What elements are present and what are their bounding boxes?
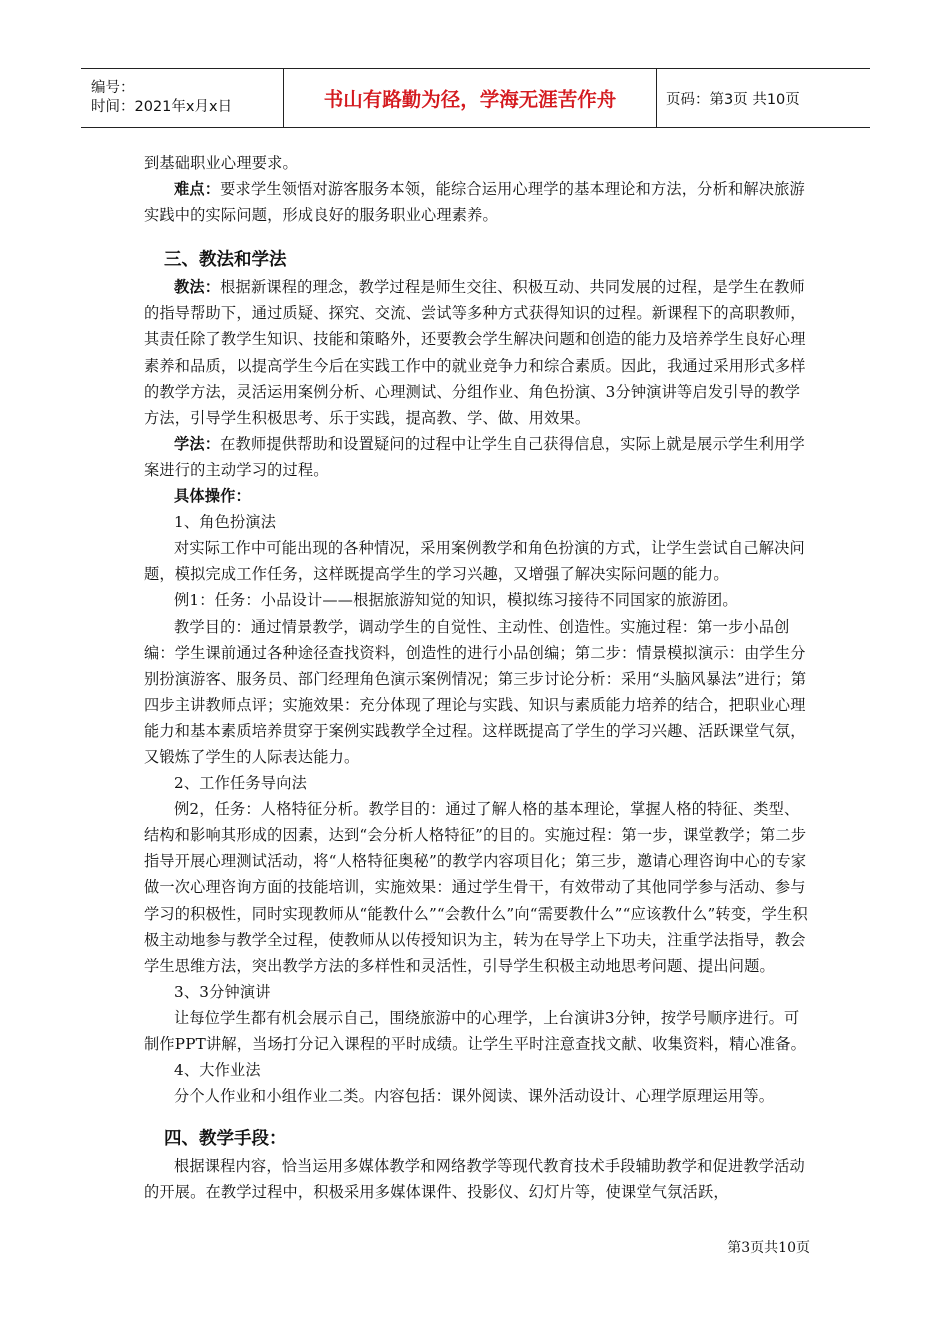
section-heading-teaching-methods: 三、教法和学法 (164, 250, 287, 271)
operations-heading: 具体操作： (174, 487, 251, 506)
difficulty-paragraph (144, 176, 810, 228)
learning-method-label: 学法： (174, 434, 221, 453)
page-footer: 第3页共10页 (727, 1240, 810, 1256)
paragraph: 分个人作业和小组作业二类。内容包括：课外阅读、课外活动设计、心理学原理运用等。 (174, 1087, 775, 1106)
paragraph: 例1：任务：小品设计——根据旅游知觉的知识，模拟练习接待不同国家的旅游团。 (174, 591, 738, 610)
page-header (81, 68, 870, 128)
difficulty-text: 要求学生领悟对游客服务本领，能综合运用心理学的基本理论和方法，分析和解决旅游实践中的实际问题，形成良好的服务职业心理素养。 (144, 180, 805, 225)
paragraph: 根据课程内容，恰当运用多媒体教学和网络教学等现代教育技术手段辅助教学和促进教学活动的开展。在教学过程中，积极采用多媒体课件、投影仪、幻灯片等，使课堂气氛活跃， (144, 1157, 805, 1202)
teaching-method-text: 根据新课程的理念，教学过程是师生交往、积极互动、共同发展的过程，是学生在教师的指导帮助下，通过质疑、探究、交流、尝试等多种方式获得知识的过程。新课程下的高职教师，其责任除了教学生知识、技能和策略外，还要教会学生解决问题和创造的能力及培养学生良好心理素养和品质，以提高学生今后在实践工作中的就业竞争力和综合素质。因此，我通过采用形式多样的教学方法，灵活运用案例分析、心理测试、分组作业、角色扮演、3分钟演讲等启发引导的教学方法，引导学生积极思考、乐于实践，提高教、学、做、用效果。 (144, 278, 806, 427)
learning-method-text: 在教师提供帮助和设置疑问的过程中让学生自己获得信息，实际上就是展示学生利用学案进行的主动学习的过程。 (144, 434, 805, 479)
difficulty-label: 难点： (174, 180, 221, 199)
list-item-heading: 2、工作任务导向法 (174, 774, 307, 793)
learning-method-paragraph (144, 431, 810, 483)
header-motto: 书山有路勤为径，学海无涯苦作舟 (284, 69, 657, 127)
document-number-label: 编号： (91, 80, 135, 96)
paragraph: 例2，任务：人格特征分析。教学目的：通过了解人格的基本理论，掌握人格的特征、类型、结构和影响其形成的因素，达到“会分析人格特征”的目的。实施过程：第一步，课堂教学；第二步指导开展心理测试活动，将“人格特征奥秘”的教学内容项目化；第三步，邀请心理咨询中心的专家做一次心理咨询方面的技能培训，实施效果：通过学生骨干，有效带动了其他同学参与活动、参与学习的积极性，同时实现教师从“能教什么”“会教什么”向“需要教什么”“应该教什么”转变，学生积极主动地参与教学全过程，使教师从以传授知识为主，转为在导学上下功夫，注重学法指导，教会学生思维方法，突出教学方法的多样性和灵活性，引导学生积极主动地思考问题、提出问题。 (144, 800, 808, 975)
paragraph: 让每位学生都有机会展示自己，围绕旅游中的心理学，上台演讲3分钟，按学号顺序进行。可制作PPT讲解，当场打分记入课程的平时成绩。让学生平时注意查找文献、收集资料，精心准备。 (144, 1008, 807, 1053)
list-item-heading: 1、角色扮演法 (174, 513, 277, 532)
teaching-method-paragraph (144, 274, 810, 431)
list-item-heading: 3、3分钟演讲 (174, 982, 271, 1001)
document-body (144, 150, 810, 1205)
document-date-label: 时间：2021年x月x日 (91, 99, 233, 115)
teaching-method-label: 教法： (174, 278, 221, 297)
section-heading-teaching-means: 四、教学手段： (164, 1129, 287, 1150)
list-item-heading: 4、大作业法 (174, 1061, 261, 1080)
header-meta (81, 69, 284, 127)
paragraph: 到基础职业心理要求。 (144, 154, 298, 172)
paragraph: 教学目的：通过情景教学，调动学生的自觉性、主动性、创造性。实施过程：第一步小品创编：学生课前通过各种途径查找资料，创造性的进行小品创编；第二步：情景模拟演示：由学生分别扮演游客、服务员、部门经理角色演示案例情况；第三步讨论分析：采用“头脑风暴法”进行；第四步主讲教师点评；实施效果：充分体现了理论与实践、知识与素质能力培养的结合，把职业心理能力和基本素质培养贯穿于案例实践教学全过程。这样既提高了学生的学习兴趣、活跃课堂气氛，又锻炼了学生的人际表达能力。 (144, 617, 807, 766)
header-page-number: 页码：第3页 共10页 (666, 91, 800, 108)
paragraph: 对实际工作中可能出现的各种情况，采用案例教学和角色扮演的方式，让学生尝试自己解决问题，模拟完成工作任务，这样既提高学生的学习兴趣，又增强了解决实际问题的能力。 (144, 539, 805, 584)
